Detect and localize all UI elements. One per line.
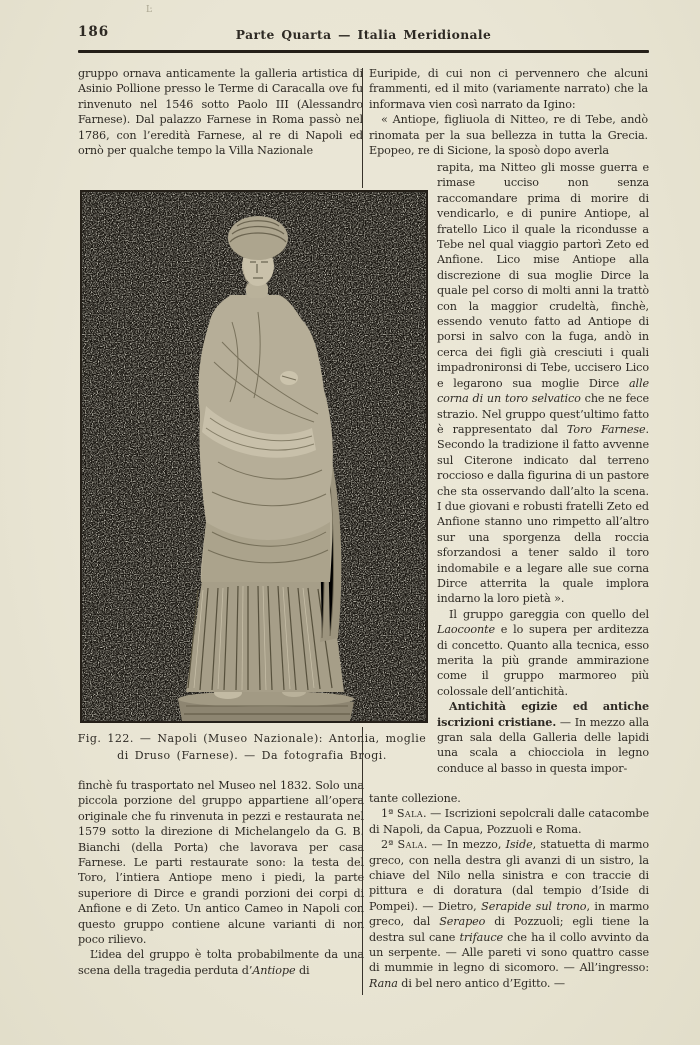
- header-rule: [78, 50, 649, 53]
- statue-engraving-image: [82, 192, 426, 721]
- left-column-top-text: gruppo ornava anticamente la galleria artistica di Asinio Pollione presso le Terme di Caracalla ove fu rinvenuto nel 1546 sotto Paolo III (Alessandro Farnese). Dal palazzo Farnese in Roma passò nel 1786, con l’eredità Farnese, al re di Napoli ed ornò per qualche tempo la Villa Nazionale: [78, 67, 363, 158]
- right-column-narrow-text: rapita, ma Nitteo gli mosse guerra e rimase ucciso non senza raccomandare prima di morire di vendicarlo, e di punire Antiope, al fratello Lico il quale la ricondusse a Tebe nel qual viaggio partorì Zeto ed Anfione. Lico mise Antiope alla discrezione di sua moglie Dirce la quale pel corso di molti anni la trattò con la maggior crudeltà, finchè, essendo venuto fatto ad Antiope di porsi in salvo con la fuga, andò in cerca dei figli già cresciuti i quali impadronironsi di Tebe, uccisero Lico e legarono sua moglie Dirce alle corna di un toro selvatico che ne fece strazio. Nel gruppo quest’ultimo fatto è rappresentato dal Toro Farnese. Secondo la tradizione il fatto avvenne sul Citerone indicato dal terreno roccioso e dalla figurina di un pastore che sta osservando dall’alto la scena. I due giovani e robusti fratelli Zeto ed Anfione stanno uno rimpetto all’altro sur una sporgenza della roccia sforzandosi a tener saldo il toro indomabile e a legare alle sue corna Dirce atterrita la quale implora indarno la loro pietà ». Il gruppo gareggia con quello del Laocoonte e lo supera per arditezza di concetto. Quanto alla tecnica, esso merita la più grande ammirazione come il gruppo marmoreo più colossale dell’antichità. Antichità egizie ed antiche iscrizioni cristiane. — In mezzo alla gran sala della Galleria delle lapidi una scala a chiocciola in legno conduce al basso in questa impor-: [437, 161, 649, 775]
- page-number: 186: [78, 24, 110, 40]
- pencil-annotation: Ŀ: [146, 5, 152, 15]
- running-title: Parte Quarta — Italia Meridionale: [235, 27, 492, 42]
- right-column-bottom-text: tante collezione. 1ª Sala. — Iscrizioni sepolcrali dalle catacombe di Napoli, da Capua, Pozzuoli e Roma. 2ª Sala. — In mezzo, Iside, statuetta di marmo greco, con nella destra gli avanzi di un sistro, la chiave del Nilo nella sinistra e con traccie di pittura e di doratura (dal tempio d’Iside di Pompei). — Dietro, Serapide sul trono, in marmo greco, dal Serapeo di Pozzuoli; egli tiene la destra sul cane trifauce che ha il collo avvinto da un serpente. — Alle pareti vi sono quattro casse di mummie in legno di sicomoro. — All’ingresso: Rana di bel nero antico d’Egitto. —: [369, 792, 649, 990]
- left-column-bottom-text: finchè fu trasportato nel Museo nel 1832. Solo una piccola porzione del gruppo appartiene all’opera originale che fu rinvenuta in pezzi e restaurata nel 1579 sotto la direzione di Michelangelo da G. B. Bianchi (della Porta) che lavorava per casa Farnese. Le parti restaurate sono: la testa del Toro, l’intiera Antiope meno i piedi, la parte superiore di Dirce e grandi porzioni dei corpi di Anfione e di Zeto. Un antico Cameo in Napoli con questo gruppo contiene alcune varianti di non poco rilievo. L’idea del gruppo è tolta probabilmente da una scena della tragedia perduta d’Antiope di: [78, 779, 364, 977]
- figure-caption: Fig. 122. — Napoli (Museo Nazionale): Antonia, moglie di Druso (Farnese). — Da fotografia Brogi.: [77, 732, 427, 762]
- engraving-statue-antonia: [80, 190, 428, 723]
- right-column-top-text: Euripide, di cui non ci pervennero che alcuni frammenti, ed il mito (variamente narrato) che la informava vien così narrato da Igino: « Antiope, figliuola di Nitteo, re di Tebe, andò rinomata per la sua bellezza in tutta la Grecia. Epopeo, re di Sicione, la sposò dopo averla: [369, 67, 648, 158]
